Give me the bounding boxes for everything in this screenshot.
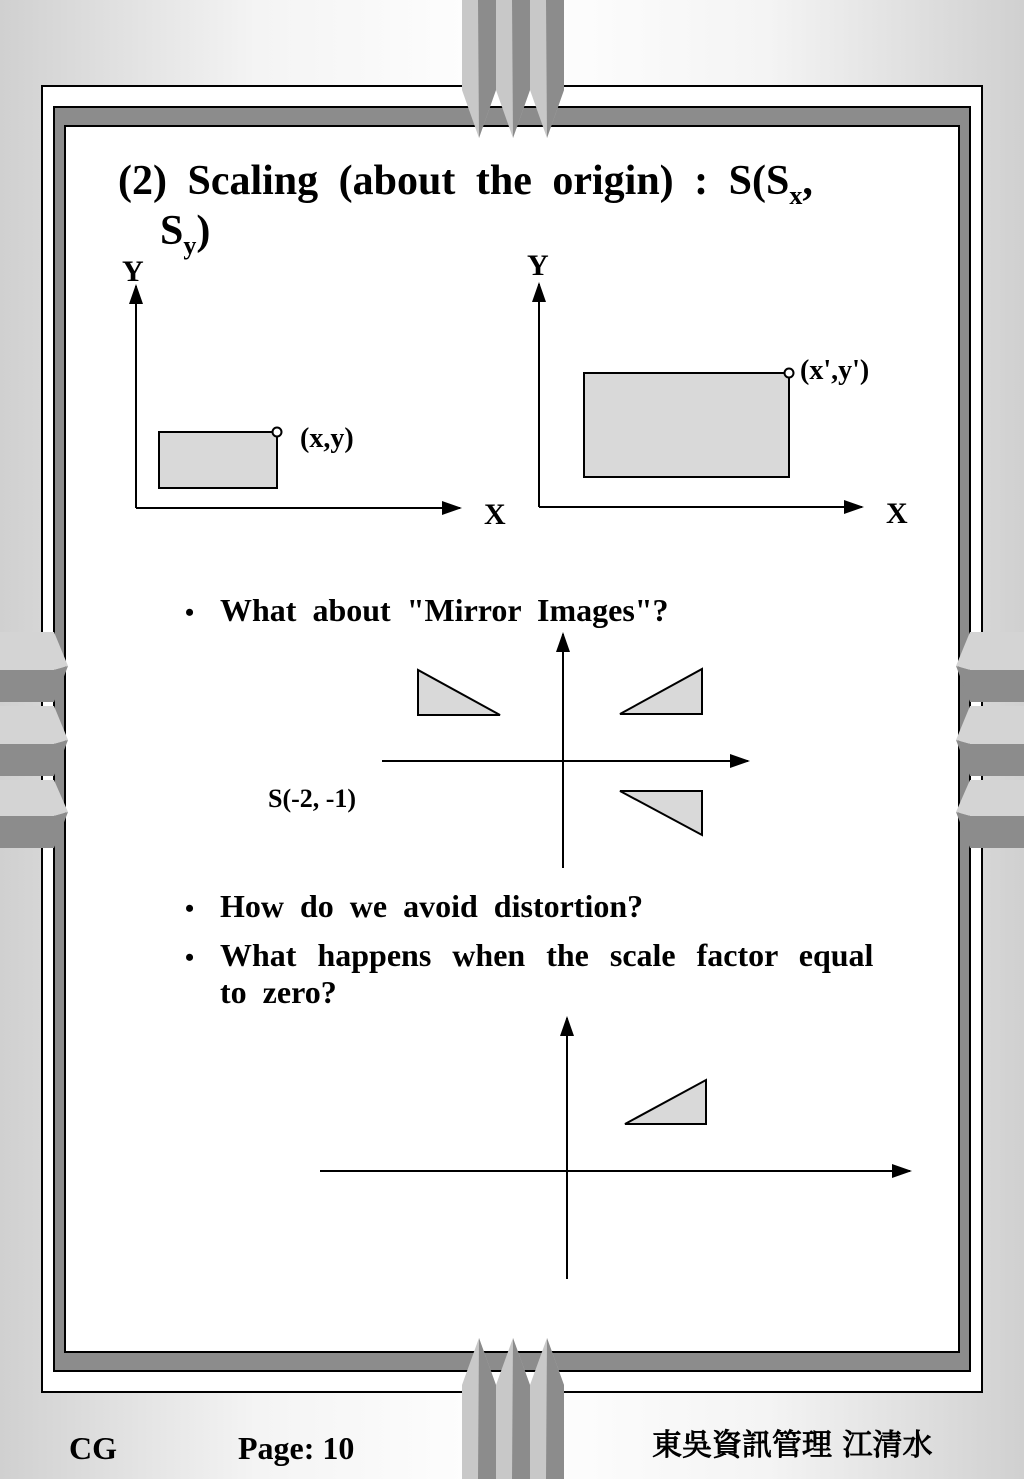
scaled-rectangle xyxy=(584,373,789,477)
footer-page-number: Page: 10 xyxy=(238,1430,355,1466)
title-close: ) xyxy=(196,208,211,254)
original-rectangle xyxy=(159,432,277,488)
top-prong-decoration xyxy=(462,0,564,138)
point-xy-prime-marker xyxy=(785,369,794,378)
footer-course: CG xyxy=(69,1430,117,1466)
bullet-dot-1: • xyxy=(185,598,195,627)
footer-author: 東吳資訊管理 江清水 xyxy=(652,1428,933,1463)
title-sub-x: x xyxy=(789,181,803,210)
diagram1-point-label: (x,y) xyxy=(300,423,354,454)
title-s: S xyxy=(160,208,184,254)
diagram2-y-label: Y xyxy=(527,249,549,282)
bullet-distortion: How do we avoid distortion? xyxy=(220,888,644,924)
diagram2-point-label: (x',y') xyxy=(800,355,870,386)
slide-title-line2 xyxy=(160,206,210,261)
slide-title xyxy=(118,156,813,211)
diagram1-y-label: Y xyxy=(122,255,144,288)
left-side-decoration xyxy=(0,632,68,848)
diagram2-x-label: X xyxy=(886,497,908,530)
bullet-dot-3: • xyxy=(185,943,195,972)
bullet-zero-scale: What happens when the scale factor equal xyxy=(220,937,874,973)
title-sub-y: y xyxy=(183,231,197,260)
mirror-scale-label: S(-2, -1) xyxy=(268,784,357,813)
right-side-decoration xyxy=(956,632,1024,848)
title-comma: , xyxy=(802,158,813,204)
bullet-dot-2: • xyxy=(185,894,195,923)
bullet-zero-scale-line2: to zero? xyxy=(220,974,337,1010)
bullet-mirror-images: What about "Mirror Images"? xyxy=(220,592,669,628)
point-xy-marker xyxy=(273,428,282,437)
diagram1-x-label: X xyxy=(484,498,506,531)
bottom-prong-decoration xyxy=(462,1338,564,1479)
title-prefix: (2) Scaling (about the origin) : S(S xyxy=(118,158,790,204)
